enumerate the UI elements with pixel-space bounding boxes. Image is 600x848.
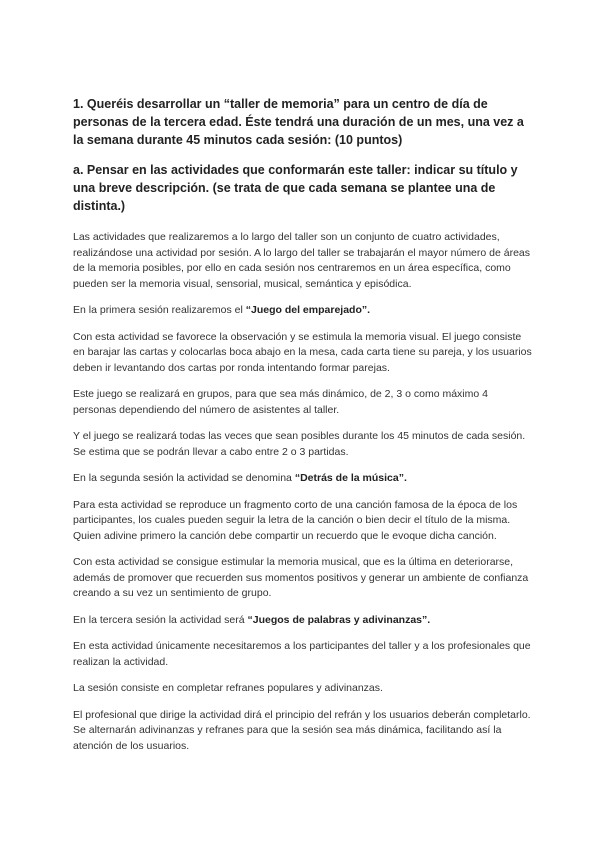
session-3-procedure: El profesional que dirige la actividad dirá el principio del refrán y los usuarios deberán completarlo. Se alternarán adivinanzas y refranes para que la sesión sea más dinámica, facilitando así la atención de los usuarios. — [73, 708, 531, 752]
session-2-title: “Detrás de la música”. — [294, 472, 407, 484]
session-3-intro — [73, 613, 533, 629]
intro-paragraph: Las actividades que realizaremos a lo largo del taller son un conjunto de cuatro actividades, realizándose una actividad por sesión. A lo largo del taller se trabajarán el mayor número de áreas de la memoria posibles, por ello en cada sesión nos centraremos en un área específica, como pueden ser la memoria visual, sensorial, musical, semántica y episódica. — [73, 231, 531, 290]
document-content — [73, 95, 533, 754]
session-1-title: “Juego del emparejado”. — [245, 304, 371, 316]
session-2-description: Para esta actividad se reproduce un fragmento corto de una canción famosa de la época de los participantes, los cuales pueden seguir la letra de la canción o bien decir el título de la misma. Quien adivine primero la canción debe compartir un recuerdo que le evoque dicha canción. — [73, 498, 518, 542]
session-3-title: “Juegos de palabras y adivinanzas”. — [247, 613, 431, 626]
session-2-intro — [73, 471, 533, 487]
session-1-intro — [73, 303, 533, 319]
question-heading: 1. Queréis desarrollar un “taller de memoria” para un centro de día de personas de la tercera edad. Éste tendrá una duración de un mes, una vez a la semana durante 45 minutos cada sesión: (10 puntos) — [73, 97, 524, 147]
session-3-description: La sesión consiste en completar refranes populares y adivinanzas. — [73, 682, 383, 694]
session-3-participants: En esta actividad únicamente necesitaremos a los participantes del taller y a los profesionales que realizan la actividad. — [73, 640, 531, 668]
session-1-description: Con esta actividad se favorece la observación y se estimula la memoria visual. El juego consiste en barajar las cartas y colocarlas boca abajo en la mesa, cada carta tiene su pareja, y los usuarios deben ir levantando dos cartas por ronda intentando formar parejas. — [73, 330, 532, 374]
session-1-groups: Este juego se realizará en grupos, para que sea más dinámico, de 2, 3 o como máximo 4 personas dependiendo del número de asistentes al taller. — [73, 388, 488, 416]
session-2-prefix: En la segunda sesión la actividad se denomina — [73, 472, 295, 484]
session-1-duration: Y el juego se realizará todas las veces que sean posibles durante los 45 minutos de cada sesión. Se estima que se podrán llevar a cabo entre 2 o 3 partidas. — [73, 430, 526, 458]
session-1-prefix: En la primera sesión realizaremos el — [73, 304, 246, 316]
session-3-prefix: En la tercera sesión la actividad será — [73, 613, 248, 626]
session-2-goal: Con esta actividad se consigue estimular la memoria musical, que es la última en deteriorarse, además de promover que recuerden sus momentos positivos y generar un ambiente de confianza creando a su vez un sentimiento de grupo. — [73, 556, 529, 599]
subquestion-heading: a. Pensar en las actividades que conformarán este taller: indicar su título y una breve descripción. (se trata de que cada semana se plantee una de distinta.) — [73, 163, 518, 213]
